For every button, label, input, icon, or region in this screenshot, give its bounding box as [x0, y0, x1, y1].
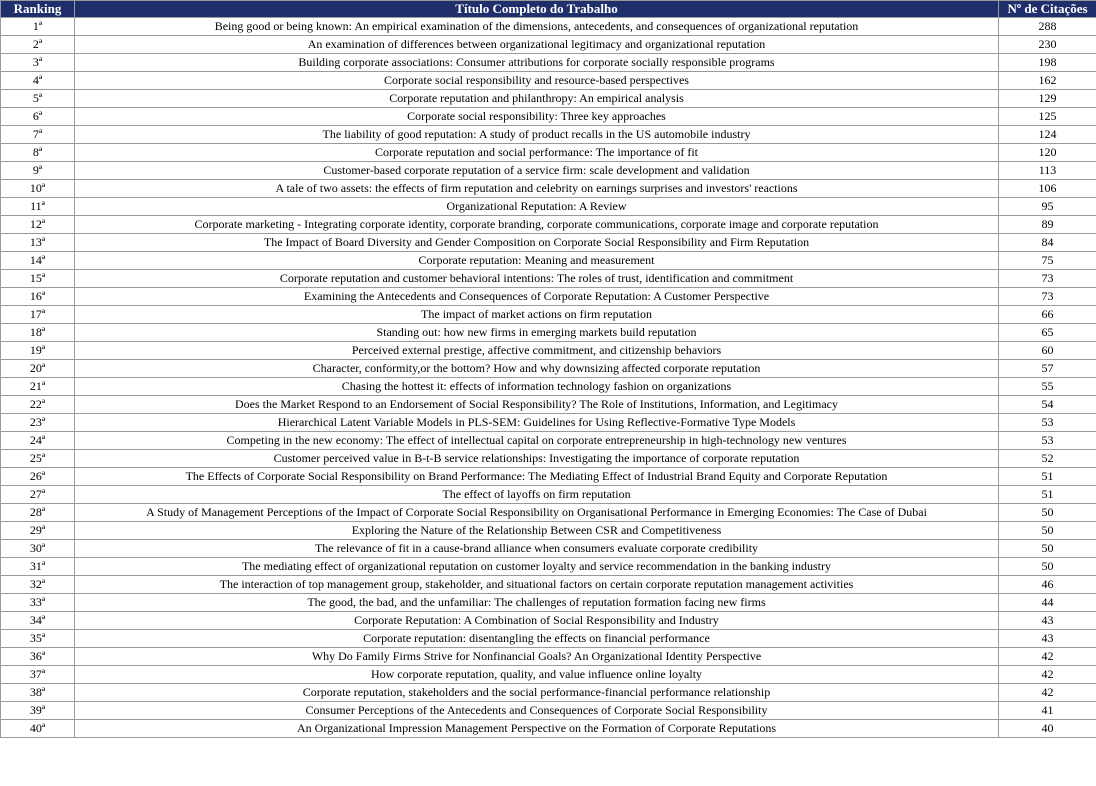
title-cell: The good, the bad, and the unfamiliar: The challenges of reputation formation facing new firms: [75, 594, 999, 612]
table-row: [1, 720, 1096, 738]
table-row: [1, 540, 1096, 558]
table-body: [1, 18, 1096, 738]
title-cell: The Effects of Corporate Social Responsibility on Brand Performance: The Mediating Effect of Industrial Brand Equity and Corporate Reputation: [75, 468, 999, 486]
rank-cell: 13ª: [1, 234, 75, 252]
table-row: [1, 522, 1096, 540]
header-row: [1, 1, 1096, 18]
title-cell: An Organizational Impression Management Perspective on the Formation of Corporate Reputations: [75, 720, 999, 738]
citations-cell: 50: [999, 504, 1096, 522]
citations-cell: 50: [999, 540, 1096, 558]
title-cell: Organizational Reputation: A Review: [75, 198, 999, 216]
title-cell: Competing in the new economy: The effect of intellectual capital on corporate entrepreneurship in high-technology new ventures: [75, 432, 999, 450]
rank-cell: 15ª: [1, 270, 75, 288]
title-cell: Customer-based corporate reputation of a service firm: scale development and validation: [75, 162, 999, 180]
rank-cell: 30ª: [1, 540, 75, 558]
rank-cell: 7ª: [1, 126, 75, 144]
title-cell: Exploring the Nature of the Relationship Between CSR and Competitiveness: [75, 522, 999, 540]
title-cell: The Impact of Board Diversity and Gender Composition on Corporate Social Responsibility and Firm Reputation: [75, 234, 999, 252]
citations-cell: 73: [999, 288, 1096, 306]
header-ranking: Ranking: [1, 1, 75, 18]
table-header: [1, 1, 1096, 18]
citations-cell: 52: [999, 450, 1096, 468]
rank-cell: 35ª: [1, 630, 75, 648]
citations-cell: 42: [999, 684, 1096, 702]
table-row: [1, 234, 1096, 252]
citations-cell: 89: [999, 216, 1096, 234]
citations-cell: 53: [999, 432, 1096, 450]
title-cell: An examination of differences between organizational legitimacy and organizational reputation: [75, 36, 999, 54]
rank-cell: 12ª: [1, 216, 75, 234]
table-row: [1, 252, 1096, 270]
citations-cell: 113: [999, 162, 1096, 180]
table-row: [1, 162, 1096, 180]
citations-cell: 51: [999, 486, 1096, 504]
citations-cell: 84: [999, 234, 1096, 252]
title-cell: Chasing the hottest it: effects of information technology fashion on organizations: [75, 378, 999, 396]
table-row: [1, 468, 1096, 486]
rank-cell: 5ª: [1, 90, 75, 108]
rank-cell: 40ª: [1, 720, 75, 738]
rank-cell: 26ª: [1, 468, 75, 486]
rank-cell: 9ª: [1, 162, 75, 180]
title-cell: Character, conformity,or the bottom? How and why downsizing affected corporate reputation: [75, 360, 999, 378]
table-row: [1, 288, 1096, 306]
title-cell: Why Do Family Firms Strive for Nonfinancial Goals? An Organizational Identity Perspective: [75, 648, 999, 666]
citations-cell: 46: [999, 576, 1096, 594]
table-row: [1, 414, 1096, 432]
citations-cell: 125: [999, 108, 1096, 126]
table-row: [1, 36, 1096, 54]
citations-cell: 44: [999, 594, 1096, 612]
rank-cell: 18ª: [1, 324, 75, 342]
rank-cell: 28ª: [1, 504, 75, 522]
citations-cell: 54: [999, 396, 1096, 414]
rank-cell: 2ª: [1, 36, 75, 54]
table-row: [1, 18, 1096, 36]
rank-cell: 32ª: [1, 576, 75, 594]
rank-cell: 33ª: [1, 594, 75, 612]
citations-cell: 42: [999, 666, 1096, 684]
rank-cell: 10ª: [1, 180, 75, 198]
table-row: [1, 72, 1096, 90]
rank-cell: 37ª: [1, 666, 75, 684]
title-cell: Being good or being known: An empirical examination of the dimensions, antecedents, and consequences of organizational reputation: [75, 18, 999, 36]
rank-cell: 17ª: [1, 306, 75, 324]
citations-cell: 50: [999, 522, 1096, 540]
citations-cell: 50: [999, 558, 1096, 576]
table-row: [1, 324, 1096, 342]
title-cell: How corporate reputation, quality, and value influence online loyalty: [75, 666, 999, 684]
citations-cell: 60: [999, 342, 1096, 360]
citations-cell: 120: [999, 144, 1096, 162]
title-cell: The impact of market actions on firm reputation: [75, 306, 999, 324]
citations-cell: 162: [999, 72, 1096, 90]
citations-cell: 129: [999, 90, 1096, 108]
title-cell: Corporate reputation, stakeholders and the social performance-financial performance relationship: [75, 684, 999, 702]
rank-cell: 24ª: [1, 432, 75, 450]
title-cell: The interaction of top management group, stakeholder, and situational factors on certain corporate reputation management activities: [75, 576, 999, 594]
title-cell: Corporate reputation: Meaning and measurement: [75, 252, 999, 270]
rank-cell: 36ª: [1, 648, 75, 666]
rank-cell: 20ª: [1, 360, 75, 378]
table-row: [1, 684, 1096, 702]
rank-cell: 19ª: [1, 342, 75, 360]
table-row: [1, 306, 1096, 324]
table-row: [1, 144, 1096, 162]
citations-cell: 57: [999, 360, 1096, 378]
rank-cell: 3ª: [1, 54, 75, 72]
rank-cell: 16ª: [1, 288, 75, 306]
citations-cell: 41: [999, 702, 1096, 720]
table-row: [1, 432, 1096, 450]
title-cell: Corporate social responsibility: Three key approaches: [75, 108, 999, 126]
title-cell: Corporate social responsibility and resource-based perspectives: [75, 72, 999, 90]
table-row: [1, 558, 1096, 576]
title-cell: Corporate Reputation: A Combination of Social Responsibility and Industry: [75, 612, 999, 630]
rank-cell: 39ª: [1, 702, 75, 720]
title-cell: Corporate marketing - Integrating corporate identity, corporate branding, corporate communications, corporate image and corporate reputation: [75, 216, 999, 234]
table-row: [1, 612, 1096, 630]
rank-cell: 1ª: [1, 18, 75, 36]
citations-cell: 73: [999, 270, 1096, 288]
table-row: [1, 342, 1096, 360]
citations-cell: 198: [999, 54, 1096, 72]
rank-cell: 38ª: [1, 684, 75, 702]
table-row: [1, 270, 1096, 288]
table-row: [1, 126, 1096, 144]
table-row: [1, 54, 1096, 72]
header-citations: Nº de Citações: [999, 1, 1096, 18]
rank-cell: 22ª: [1, 396, 75, 414]
table-row: [1, 486, 1096, 504]
title-cell: Consumer Perceptions of the Antecedents and Consequences of Corporate Social Responsibility: [75, 702, 999, 720]
title-cell: A tale of two assets: the effects of firm reputation and celebrity on earnings surprises and investors' reactions: [75, 180, 999, 198]
title-cell: Building corporate associations: Consumer attributions for corporate socially responsible programs: [75, 54, 999, 72]
title-cell: Corporate reputation: disentangling the effects on financial performance: [75, 630, 999, 648]
header-title: Título Completo do Trabalho: [75, 1, 999, 18]
table-row: [1, 198, 1096, 216]
title-cell: The effect of layoffs on firm reputation: [75, 486, 999, 504]
title-cell: Examining the Antecedents and Consequences of Corporate Reputation: A Customer Perspective: [75, 288, 999, 306]
title-cell: Corporate reputation and philanthropy: An empirical analysis: [75, 90, 999, 108]
table-row: [1, 666, 1096, 684]
table-row: [1, 360, 1096, 378]
table-row: [1, 90, 1096, 108]
title-cell: Does the Market Respond to an Endorsement of Social Responsibility? The Role of Institutions, Information, and Legitimacy: [75, 396, 999, 414]
citations-cell: 95: [999, 198, 1096, 216]
title-cell: Hierarchical Latent Variable Models in PLS-SEM: Guidelines for Using Reflective-Formative Type Models: [75, 414, 999, 432]
citations-cell: 42: [999, 648, 1096, 666]
rank-cell: 31ª: [1, 558, 75, 576]
title-cell: The relevance of fit in a cause-brand alliance when consumers evaluate corporate credibility: [75, 540, 999, 558]
title-cell: A Study of Management Perceptions of the Impact of Corporate Social Responsibility on Organisational Performance in Emerging Economies: The Case of Dubai: [75, 504, 999, 522]
title-cell: The mediating effect of organizational reputation on customer loyalty and service recommendation in the banking industry: [75, 558, 999, 576]
rank-cell: 25ª: [1, 450, 75, 468]
citations-cell: 288: [999, 18, 1096, 36]
table-row: [1, 594, 1096, 612]
citations-cell: 75: [999, 252, 1096, 270]
title-cell: Corporate reputation and customer behavioral intentions: The roles of trust, identification and commitment: [75, 270, 999, 288]
table-row: [1, 216, 1096, 234]
title-cell: Perceived external prestige, affective commitment, and citizenship behaviors: [75, 342, 999, 360]
citations-cell: 66: [999, 306, 1096, 324]
rank-cell: 34ª: [1, 612, 75, 630]
title-cell: The liability of good reputation: A study of product recalls in the US automobile industry: [75, 126, 999, 144]
title-cell: Customer perceived value in B-t-B service relationships: Investigating the importance of corporate reputation: [75, 450, 999, 468]
title-cell: Standing out: how new firms in emerging markets build reputation: [75, 324, 999, 342]
table-row: [1, 702, 1096, 720]
table-row: [1, 648, 1096, 666]
table-row: [1, 450, 1096, 468]
table-row: [1, 504, 1096, 522]
title-cell: Corporate reputation and social performance: The importance of fit: [75, 144, 999, 162]
rank-cell: 23ª: [1, 414, 75, 432]
rank-cell: 21ª: [1, 378, 75, 396]
table-row: [1, 576, 1096, 594]
citations-cell: 124: [999, 126, 1096, 144]
citations-cell: 106: [999, 180, 1096, 198]
rank-cell: 27ª: [1, 486, 75, 504]
rank-cell: 14ª: [1, 252, 75, 270]
table-row: [1, 108, 1096, 126]
table-row: [1, 396, 1096, 414]
rank-cell: 8ª: [1, 144, 75, 162]
citations-cell: 51: [999, 468, 1096, 486]
rank-cell: 4ª: [1, 72, 75, 90]
table-row: [1, 630, 1096, 648]
citations-cell: 43: [999, 612, 1096, 630]
table-row: [1, 378, 1096, 396]
citations-cell: 43: [999, 630, 1096, 648]
citations-cell: 230: [999, 36, 1096, 54]
citations-cell: 65: [999, 324, 1096, 342]
citations-cell: 40: [999, 720, 1096, 738]
citations-cell: 55: [999, 378, 1096, 396]
rank-cell: 11ª: [1, 198, 75, 216]
rank-cell: 6ª: [1, 108, 75, 126]
citations-cell: 53: [999, 414, 1096, 432]
rank-cell: 29ª: [1, 522, 75, 540]
table-row: [1, 180, 1096, 198]
